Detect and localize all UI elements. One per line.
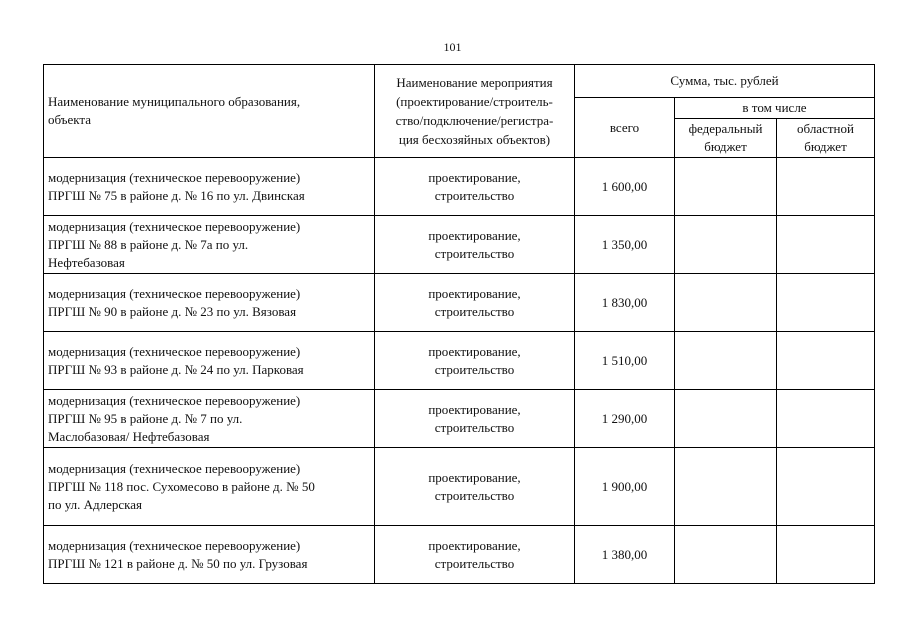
cell-federal (675, 332, 777, 390)
cell-regional (777, 390, 875, 448)
table-row (44, 274, 875, 332)
cell-federal (675, 274, 777, 332)
cell-total: 1 830,00 (575, 274, 675, 332)
cell-object: модернизация (техническое перевооружение) ПРГШ № 93 в районе д. № 24 по ул. Парковая (44, 332, 375, 390)
header-event: Наименование мероприятия (проектирование/строитель- ство/подключение/регистра- ция бесхозяйных объектов) (375, 65, 575, 158)
cell-federal (675, 216, 777, 274)
cell-object: модернизация (техническое перевооружение) ПРГШ № 121 в районе д. № 50 по ул. Грузовая (44, 526, 375, 584)
header-object: Наименование муниципального образования, объекта (44, 65, 375, 158)
header-row-1 (44, 65, 875, 98)
cell-object: модернизация (техническое перевооружение) ПРГШ № 75 в районе д. № 16 по ул. Двинская (44, 158, 375, 216)
header-total: всего (575, 98, 675, 158)
cell-regional (777, 526, 875, 584)
cell-federal (675, 390, 777, 448)
table-row (44, 390, 875, 448)
cell-regional (777, 332, 875, 390)
header-federal: федеральный бюджет (675, 119, 777, 158)
cell-total: 1 350,00 (575, 216, 675, 274)
header-including: в том числе (675, 98, 875, 119)
cell-event: проектирование, строительство (375, 274, 575, 332)
cell-object: модернизация (техническое перевооружение) ПРГШ № 118 пос. Сухомесово в районе д. № 50 по ул. Адлерская (44, 448, 375, 526)
cell-regional (777, 274, 875, 332)
table-row (44, 158, 875, 216)
cell-object: модернизация (техническое перевооружение) ПРГШ № 88 в районе д. № 7а по ул. Нефтебазовая (44, 216, 375, 274)
cell-total: 1 510,00 (575, 332, 675, 390)
cell-regional (777, 158, 875, 216)
table-row (44, 216, 875, 274)
cell-event: проектирование, строительство (375, 390, 575, 448)
cell-total: 1 380,00 (575, 526, 675, 584)
cell-event: проектирование, строительство (375, 448, 575, 526)
table-row (44, 448, 875, 526)
page-number: 101 (443, 40, 462, 54)
cell-object: модернизация (техническое перевооружение) ПРГШ № 95 в районе д. № 7 по ул. Маслобазовая/ Нефтебазовая (44, 390, 375, 448)
cell-event: проектирование, строительство (375, 216, 575, 274)
cell-total: 1 600,00 (575, 158, 675, 216)
table-row (44, 526, 875, 584)
cell-event: проектирование, строительство (375, 332, 575, 390)
budget-table (43, 64, 875, 584)
cell-federal (675, 158, 777, 216)
cell-federal (675, 448, 777, 526)
cell-regional (777, 216, 875, 274)
cell-event: проектирование, строительство (375, 526, 575, 584)
cell-event: проектирование, строительство (375, 158, 575, 216)
cell-federal (675, 526, 777, 584)
cell-total: 1 290,00 (575, 390, 675, 448)
table-row (44, 332, 875, 390)
cell-object: модернизация (техническое перевооружение) ПРГШ № 90 в районе д. № 23 по ул. Вязовая (44, 274, 375, 332)
cell-regional (777, 448, 875, 526)
cell-total: 1 900,00 (575, 448, 675, 526)
header-sum: Сумма, тыс. рублей (575, 65, 875, 98)
header-regional: областной бюджет (777, 119, 875, 158)
